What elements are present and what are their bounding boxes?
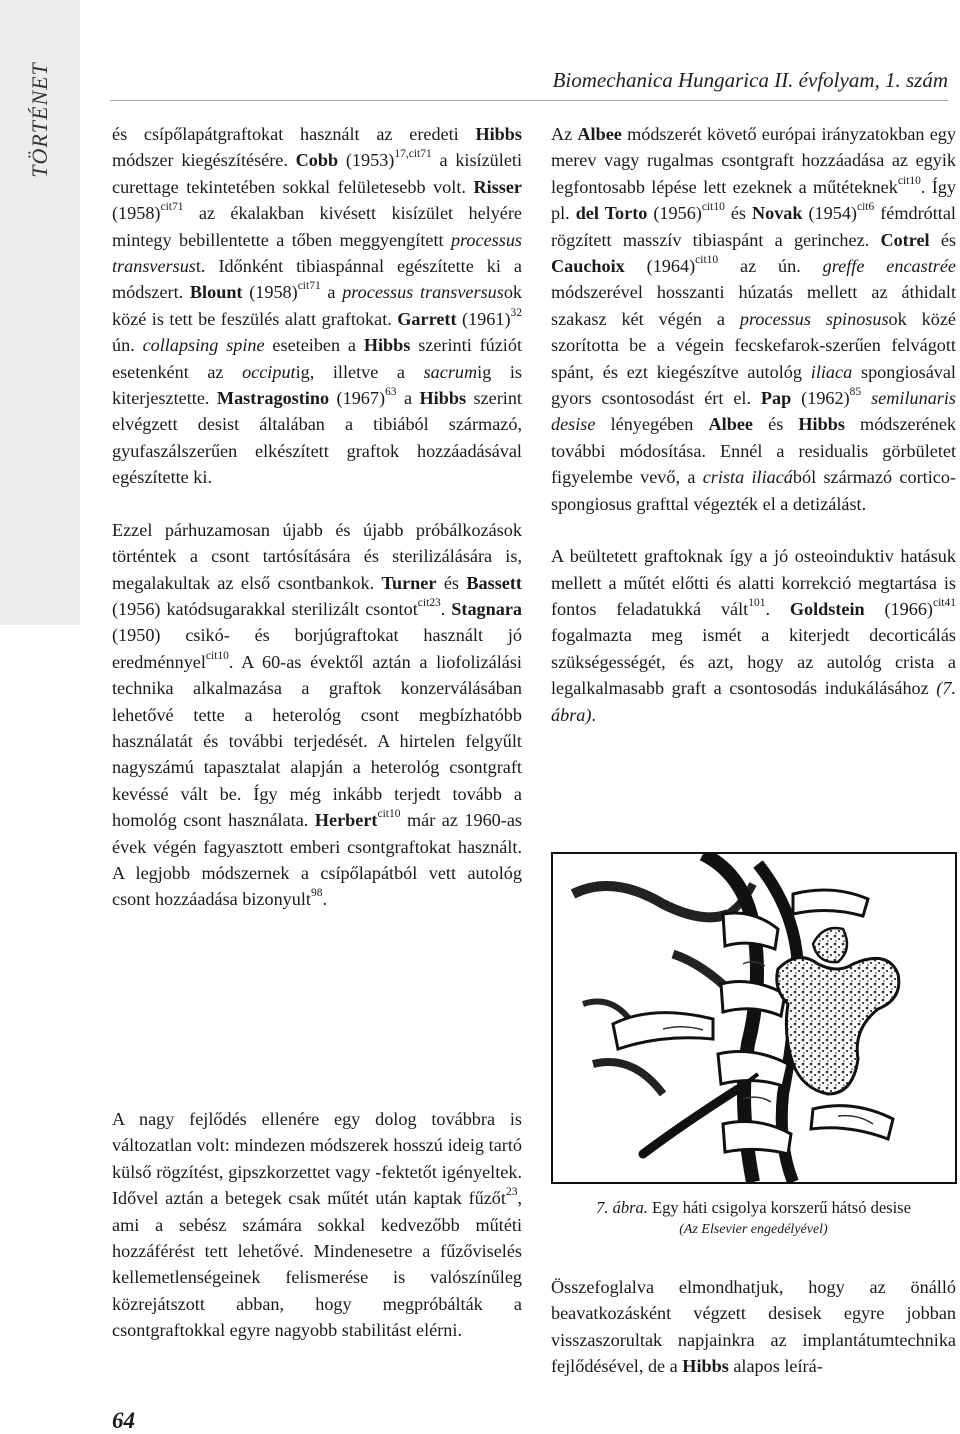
- author-name: Hibbs: [682, 1356, 729, 1377]
- citation-ref: cit23: [417, 596, 441, 609]
- text: eseteiben a: [264, 335, 364, 356]
- journal-header: Biomechanica Hungarica II. évfolyam, 1. szám: [552, 68, 948, 92]
- paragraph: [551, 121, 956, 517]
- text: szerinti fúziót esetenként az: [112, 335, 523, 382]
- figure-reference: (7. ábra): [551, 678, 956, 725]
- text: Ezzel párhuzamosan újabb és újabb próbálkozások történtek a csont tartósítására és sterilizálására is, megalakultak az első csontbankok.: [112, 519, 522, 593]
- author-name: Risser: [473, 176, 522, 197]
- author-name: Novak: [751, 203, 803, 224]
- text: spongiosával gyors csontosodást ért el.: [551, 361, 956, 409]
- caption-line: [551, 1197, 956, 1219]
- author-name: Hibbs: [798, 414, 845, 435]
- text: (1954): [802, 203, 857, 224]
- author-name: Cobb: [295, 150, 339, 171]
- section-label: TÖRTÉNET: [27, 62, 52, 178]
- citation-ref: 32: [510, 306, 522, 319]
- text: . Így pl.: [551, 176, 956, 224]
- latin-term: crista iliacá: [702, 467, 793, 488]
- text: módszerét követő európai irányzatokban egy merev vagy rugalmas csontgraft hozzáadása az egyik legfontosabb lépése lett ezeknek a műtéteknek: [551, 124, 956, 197]
- text: A nagy fejlődés ellenére egy dolog továbbra is változatlan volt: mindezen módszerek hosszú ideig tartó külső rögzítést, gipszkorzettet vagy -fektetőt igényeltek. Idővel aztán a betegek csak műtét után kaptak fűzőt: [112, 1109, 522, 1209]
- author-name: Garrett: [397, 308, 457, 329]
- text: (1958): [112, 203, 161, 224]
- text: már az 1960-as évek végén fagyasztott emberi csontgraftokat használt. A legjobb módszernek a csípőlapátból vett autológ csont hozzáadása bizonyult: [112, 810, 522, 910]
- citation-ref: cit71: [297, 280, 321, 293]
- paragraph: [112, 517, 522, 913]
- right-column: [551, 121, 956, 728]
- author-name: Stagnara: [451, 598, 523, 619]
- text: ból származó cortico-spongiosus grafttal végezték el a detizálást.: [551, 467, 956, 514]
- text: . A 60-as évektől aztán a liofolizálási technika alkalmazása a graftok konzerválásában lehetővé tette a heterológ csont megbízhatóbb használatát és további terjedését. A hirtelen felgyűlt nagyszámú tapasztalat alapján a heterológ csontgraft kevéssé vált be. Így még inkább terjedt tovább a homológ csont használata.: [112, 651, 522, 831]
- author-name: Bassett: [466, 572, 522, 593]
- text: (1967): [329, 388, 386, 409]
- caption-credit: (Az Elsevier engedélyével): [679, 1222, 828, 1237]
- text: (1950) csikó- és borjúgraftokat használt jó eredménnyel: [112, 625, 522, 672]
- section-side-tab: [0, 0, 80, 625]
- text: (1962): [791, 388, 850, 409]
- latin-term: semilunaris desise: [551, 388, 956, 435]
- citation-ref: 17,cit71: [394, 148, 432, 161]
- figure-caption: [551, 1197, 956, 1241]
- author-name: Hibbs: [419, 388, 467, 409]
- text: .: [440, 598, 452, 619]
- text: A beültetett graftoknak így a jó osteoinduktiv hatásuk mellett a műtét előtti és alatti korrekció megtartása is fontos feladatukká vált: [551, 546, 956, 619]
- text: ig, illetve a: [295, 361, 424, 382]
- latin-term: greffe encastrée: [822, 256, 956, 277]
- author-name: Herbert: [314, 810, 378, 831]
- latin-term: sacrum: [423, 361, 478, 382]
- text: (1961): [456, 308, 511, 329]
- text: Az: [551, 124, 578, 144]
- text: (1956) katódsugarakkal sterilizált csontot: [112, 598, 418, 619]
- text: ig is kiterjesztette.: [112, 361, 522, 409]
- text: (1958): [242, 282, 298, 303]
- page-number: 64: [112, 1408, 135, 1433]
- citation-ref: cit6: [857, 201, 875, 214]
- author-name: Albee: [577, 124, 622, 144]
- author-name: Cauchoix: [551, 256, 625, 277]
- citation-ref: cit10: [897, 174, 921, 187]
- text: ok közé szorította be a végein fecskefarok-szerűen felvágott spánt, és ezt kiegészítve autológ: [551, 308, 956, 382]
- spine-fusion-illustration: [553, 854, 955, 1182]
- text: a kisízületi curettage tekintetében sokkal felületesebb volt.: [112, 150, 522, 197]
- paragraph: [112, 121, 522, 491]
- citation-ref: cit10: [377, 808, 401, 821]
- text: az ún.: [718, 256, 823, 277]
- author-name: Goldstein: [789, 598, 865, 619]
- text: és csípőlapátgraftokat használt az eredeti: [112, 124, 476, 144]
- text: t. Időnként tibiaspánnal egészítette ki a módszert.: [112, 256, 522, 303]
- latin-term: iliaca: [810, 361, 853, 382]
- author-name: Hibbs: [363, 335, 411, 356]
- citation-ref: 85: [849, 386, 862, 398]
- text: a: [396, 388, 420, 409]
- text: fémdróttal rögzített masszív tibiaspánt a gerinchez.: [551, 203, 956, 250]
- text: [861, 388, 871, 408]
- text: (1966): [864, 598, 933, 619]
- text: (1953): [338, 150, 395, 171]
- text: módszerével hosszanti húzatás mellett az áthidalt szakasz két végén a: [551, 282, 956, 329]
- figure-7: [551, 852, 956, 1182]
- citation-ref: cit41: [933, 596, 956, 609]
- text: ún.: [112, 335, 143, 356]
- latin-term: collapsing spine: [142, 335, 265, 356]
- paragraph: [551, 1274, 956, 1380]
- citation-ref: 98: [310, 887, 323, 900]
- text: és: [929, 229, 956, 250]
- text: .: [591, 704, 596, 725]
- latin-term: processus transversus: [112, 229, 522, 277]
- citation-ref: 101: [748, 596, 766, 609]
- caption-text: Egy háti csigolya korszerű hátsó desise: [647, 1198, 911, 1217]
- citation-ref: 63: [385, 386, 397, 398]
- author-name: Hibbs: [475, 124, 522, 144]
- text: szerint elvégzett desist általában a tibiából származó, gyufaszálszerűen elkészített graftok hozzáadásával egészítette ki.: [112, 388, 522, 488]
- text: az ékalakban kivésett kisízület helyére mintegy bebillentette a tőben meggyengített: [112, 203, 522, 250]
- caption-label: 7. ábra.: [596, 1198, 648, 1217]
- text: (1964): [624, 256, 696, 277]
- paragraph: [112, 1106, 522, 1344]
- text: , ami a sebész számára sokkal kedvezőbb műtéti hozzáférést tett lehetővé. Mindenesetre a fűzőviselés kellemetlenségeinek felismerése is valószínűleg közrejátszott abban, hogy megpróbálták a csontgraftokkal egyre nagyobb stabilitást elérni.: [112, 1188, 522, 1341]
- figure-frame: [551, 852, 957, 1184]
- text: alapos leírá-: [728, 1356, 823, 1377]
- text: (1956): [647, 203, 702, 224]
- author-name: Turner: [381, 572, 437, 593]
- left-column-bottom: [112, 1106, 522, 1344]
- text: lényegében: [595, 414, 709, 435]
- citation-ref: cit10: [701, 201, 725, 214]
- latin-term: occiput: [242, 361, 296, 382]
- latin-term: processus transversus: [342, 282, 504, 303]
- author-name: Mastragostino: [216, 388, 330, 409]
- text: és: [752, 414, 799, 435]
- author-name: del Torto: [575, 203, 648, 224]
- author-name: Blount: [189, 282, 243, 303]
- text: módszer kiegészítésére.: [112, 150, 296, 171]
- text: és: [436, 572, 467, 593]
- citation-ref: cit10: [205, 649, 229, 662]
- citation-ref: cit71: [160, 201, 184, 214]
- text: ok közé is tett be feszülés alatt graftokat.: [112, 282, 523, 329]
- text: fogalmazta meg ismét a kiterjedt decorticálás szükségességét, és azt, hogy az autológ crista a legalkalmasabb graft a csontosodás indukálásához: [551, 625, 956, 699]
- text: .: [765, 598, 790, 619]
- latin-term: processus spinosus: [739, 308, 889, 329]
- text: módszerének további módosítása. Ennél a residualis görbületet figyelembe vevő, a: [551, 414, 956, 488]
- text: és: [724, 203, 752, 224]
- paragraph: [551, 543, 956, 728]
- text: Összefoglalva elmondhatjuk, hogy az önálló beavatkozásként végzett desisek egyre jobban visszaszorultak napjainkra az implantátumtechnika fejlődésével, de a: [551, 1277, 956, 1377]
- author-name: Albee: [708, 414, 753, 435]
- text: a: [320, 282, 343, 303]
- citation-ref: 23: [505, 1186, 518, 1199]
- author-name: Pap: [760, 388, 792, 409]
- text: .: [322, 889, 328, 910]
- header-divider: [110, 100, 948, 101]
- citation-ref: cit10: [695, 253, 719, 266]
- left-column: [112, 121, 522, 913]
- author-name: Cotrel: [880, 229, 930, 250]
- right-column-bottom: [551, 1274, 956, 1380]
